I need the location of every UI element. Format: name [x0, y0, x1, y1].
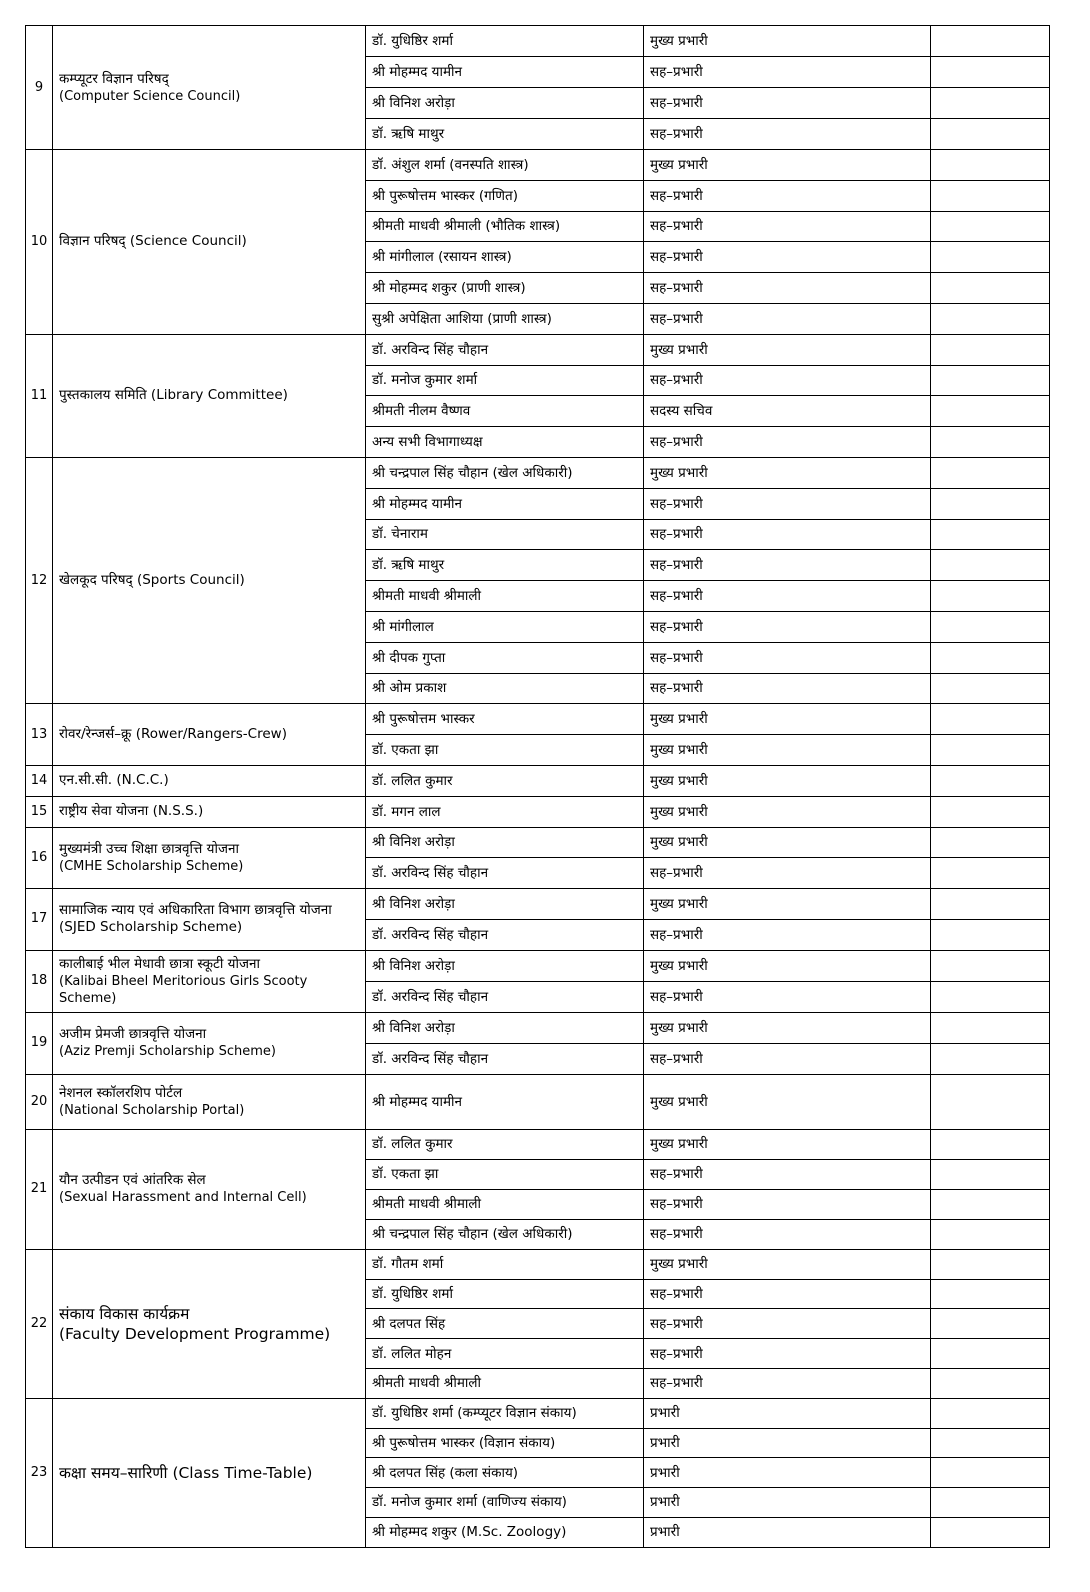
- remarks-cell: [931, 519, 1050, 550]
- member-name: श्री पुरूषोत्तम भास्कर: [366, 704, 644, 735]
- committee-name: यौन उत्पीडन एवं आंतरिक सेल: [59, 1172, 206, 1189]
- member-role: मुख्य प्रभारी: [644, 889, 931, 920]
- member-name: डॉ. ऋषि माथुर: [366, 119, 644, 150]
- remarks-cell: [931, 673, 1050, 704]
- remarks-cell: [931, 1189, 1050, 1219]
- remarks-cell: [931, 1129, 1050, 1159]
- member-role: सह–प्रभारी: [644, 273, 931, 304]
- remarks-cell: [931, 396, 1050, 427]
- committee-name-cell: [53, 796, 366, 827]
- committee-name: कम्प्यूटर विज्ञान परिषद्: [59, 70, 169, 87]
- member-name: डॉ. अरविन्द सिंह चौहान: [366, 858, 644, 889]
- remarks-cell: [931, 919, 1050, 950]
- remarks-cell: [931, 889, 1050, 920]
- member-name: श्री विनिश अरोड़ा: [366, 827, 644, 858]
- remarks-cell: [931, 642, 1050, 673]
- member-role: सह–प्रभारी: [644, 488, 931, 519]
- member-name: डॉ. युधिष्ठिर शर्मा (कम्प्यूटर विज्ञान संकाय): [366, 1398, 644, 1428]
- member-role: मुख्य प्रभारी: [644, 334, 931, 365]
- member-name: डॉ. अरविन्द सिंह चौहान: [366, 981, 644, 1012]
- remarks-cell: [931, 1517, 1050, 1547]
- member-role: सह–प्रभारी: [644, 858, 931, 889]
- member-role: प्रभारी: [644, 1517, 931, 1547]
- member-name: श्री पुरूषोत्तम भास्कर (गणित): [366, 180, 644, 211]
- member-name: श्रीमती माधवी श्रीमाली: [366, 581, 644, 612]
- member-role: मुख्य प्रभारी: [644, 765, 931, 796]
- committee-name-cell: [53, 1398, 366, 1547]
- member-role: सह–प्रभारी: [644, 427, 931, 458]
- table-row: [26, 26, 1050, 57]
- remarks-cell: [931, 1279, 1050, 1309]
- remarks-cell: [931, 365, 1050, 396]
- committee-english-name: (CMHE Scholarship Scheme): [59, 858, 244, 874]
- remarks-cell: [931, 1458, 1050, 1488]
- table-row: [26, 1249, 1050, 1279]
- member-role: सह–प्रभारी: [644, 119, 931, 150]
- member-name: श्री मांगीलाल (रसायन शास्त्र): [366, 242, 644, 273]
- member-name: डॉ. एकता झा: [366, 735, 644, 766]
- committee-name: पुस्तकालय समिति (Library Committee): [59, 387, 288, 404]
- committee-name-cell: [53, 704, 366, 766]
- remarks-cell: [931, 704, 1050, 735]
- remarks-cell: [931, 1249, 1050, 1279]
- committee-number: 10: [26, 150, 53, 335]
- member-name: श्री चन्द्रपाल सिंह चौहान (खेल अधिकारी): [366, 457, 644, 488]
- remarks-cell: [931, 1368, 1050, 1398]
- member-role: मुख्य प्रभारी: [644, 457, 931, 488]
- committee-english-name: (Sexual Harassment and Internal Cell): [59, 1190, 307, 1206]
- member-name: डॉ. युधिष्ठिर शर्मा: [366, 1279, 644, 1309]
- remarks-cell: [931, 1488, 1050, 1518]
- member-name: अन्य सभी विभागाध्यक्ष: [366, 427, 644, 458]
- remarks-cell: [931, 827, 1050, 858]
- remarks-cell: [931, 858, 1050, 889]
- remarks-cell: [931, 427, 1050, 458]
- remarks-cell: [931, 334, 1050, 365]
- member-role: प्रभारी: [644, 1428, 931, 1458]
- member-role: सह–प्रभारी: [644, 519, 931, 550]
- member-role: सह–प्रभारी: [644, 180, 931, 211]
- committee-english-name: (Aziz Premji Scholarship Scheme): [59, 1044, 276, 1060]
- member-name: डॉ. अरविन्द सिंह चौहान: [366, 334, 644, 365]
- committee-name: खेलकूद परिषद् (Sports Council): [59, 572, 245, 589]
- member-name: श्री दलपत सिंह: [366, 1309, 644, 1339]
- remarks-cell: [931, 303, 1050, 334]
- member-name: श्रीमती माधवी श्रीमाली: [366, 1368, 644, 1398]
- member-role: मुख्य प्रभारी: [644, 735, 931, 766]
- remarks-cell: [931, 550, 1050, 581]
- committee-name: संकाय विकास कार्यक्रम: [59, 1304, 190, 1323]
- member-name: श्री मोहम्मद यामीन: [366, 1074, 644, 1129]
- member-role: मुख्य प्रभारी: [644, 1249, 931, 1279]
- remarks-cell: [931, 1012, 1050, 1043]
- member-role: प्रभारी: [644, 1458, 931, 1488]
- member-role: सह–प्रभारी: [644, 1368, 931, 1398]
- member-name: श्री दीपक गुप्ता: [366, 642, 644, 673]
- member-name: श्रीमती माधवी श्रीमाली: [366, 1189, 644, 1219]
- member-name: डॉ. मगन लाल: [366, 796, 644, 827]
- member-name: श्री दलपत सिंह (कला संकाय): [366, 1458, 644, 1488]
- member-name: डॉ. मनोज कुमार शर्मा: [366, 365, 644, 396]
- remarks-cell: [931, 796, 1050, 827]
- remarks-cell: [931, 950, 1050, 981]
- committee-table-body: [26, 26, 1050, 1548]
- member-name: श्रीमती नीलम वैष्णव: [366, 396, 644, 427]
- committee-english-name: (Kalibai Bheel Meritorious Girls Scooty Scheme): [59, 973, 308, 1006]
- remarks-cell: [931, 1159, 1050, 1189]
- member-name: श्री मोहम्मद शकुर (प्राणी शास्त्र): [366, 273, 644, 304]
- remarks-cell: [931, 1043, 1050, 1074]
- committee-number: 13: [26, 704, 53, 766]
- committee-number: 21: [26, 1129, 53, 1249]
- table-row: [26, 796, 1050, 827]
- committee-name-cell: [53, 1074, 366, 1129]
- member-name: डॉ. मनोज कुमार शर्मा (वाणिज्य संकाय): [366, 1488, 644, 1518]
- remarks-cell: [931, 273, 1050, 304]
- committee-name-cell: [53, 150, 366, 335]
- table-row: [26, 1012, 1050, 1043]
- committee-name-cell: [53, 1012, 366, 1074]
- member-role: मुख्य प्रभारी: [644, 827, 931, 858]
- remarks-cell: [931, 1428, 1050, 1458]
- member-name: श्री विनिश अरोड़ा: [366, 1012, 644, 1043]
- member-role: मुख्य प्रभारी: [644, 950, 931, 981]
- committee-name: कालीबाई भील मेधावी छात्रा स्कूटी योजना: [59, 955, 260, 972]
- committee-name-cell: [53, 765, 366, 796]
- remarks-cell: [931, 1398, 1050, 1428]
- member-name: सुश्री अपेक्षिता आशिया (प्राणी शास्त्र): [366, 303, 644, 334]
- remarks-cell: [931, 611, 1050, 642]
- member-name: श्री पुरूषोत्तम भास्कर (विज्ञान संकाय): [366, 1428, 644, 1458]
- member-role: सह–प्रभारी: [644, 1043, 931, 1074]
- remarks-cell: [931, 581, 1050, 612]
- committee-number: 9: [26, 26, 53, 150]
- member-role: मुख्य प्रभारी: [644, 1074, 931, 1129]
- committee-name-cell: [53, 1129, 366, 1249]
- committee-english-name: (Computer Science Council): [59, 88, 241, 104]
- committee-name: विज्ञान परिषद् (Science Council): [59, 233, 247, 250]
- member-name: श्री मोहम्मद शकुर (M.Sc. Zoology): [366, 1517, 644, 1547]
- committee-name: रोवर/रेन्जर्स–क्रू (Rower/Rangers-Crew): [59, 726, 287, 743]
- committee-name-cell: [53, 26, 366, 150]
- committee-number: 14: [26, 765, 53, 796]
- member-name: डॉ. चेनाराम: [366, 519, 644, 550]
- member-name: श्री मांगीलाल: [366, 611, 644, 642]
- remarks-cell: [931, 1219, 1050, 1249]
- member-role: सह–प्रभारी: [644, 1339, 931, 1369]
- remarks-cell: [931, 488, 1050, 519]
- table-row: [26, 827, 1050, 858]
- committee-name-cell: [53, 1249, 366, 1398]
- member-role: सह–प्रभारी: [644, 242, 931, 273]
- committee-number: 12: [26, 457, 53, 703]
- committee-name: नेशनल स्कॉलरशिप पोर्टल: [59, 1084, 183, 1101]
- committee-number: 15: [26, 796, 53, 827]
- remarks-cell: [931, 1309, 1050, 1339]
- member-role: सह–प्रभारी: [644, 88, 931, 119]
- member-name: डॉ. ललित कुमार: [366, 1129, 644, 1159]
- remarks-cell: [931, 765, 1050, 796]
- member-role: सह–प्रभारी: [644, 211, 931, 242]
- member-name: श्री मोहम्मद यामीन: [366, 57, 644, 88]
- member-role: सह–प्रभारी: [644, 1309, 931, 1339]
- committee-number: 17: [26, 889, 53, 951]
- remarks-cell: [931, 981, 1050, 1012]
- member-name: श्रीमती माधवी श्रीमाली (भौतिक शास्त्र): [366, 211, 644, 242]
- table-row: [26, 334, 1050, 365]
- committee-number: 20: [26, 1074, 53, 1129]
- committee-name: अजीम प्रेमजी छात्रवृत्ति योजना: [59, 1026, 207, 1043]
- member-name: डॉ. अरविन्द सिंह चौहान: [366, 919, 644, 950]
- remarks-cell: [931, 457, 1050, 488]
- committee-number: 18: [26, 950, 53, 1012]
- committee-number: 19: [26, 1012, 53, 1074]
- member-role: प्रभारी: [644, 1398, 931, 1428]
- committee-number: 16: [26, 827, 53, 889]
- member-name: श्री चन्द्रपाल सिंह चौहान (खेल अधिकारी): [366, 1219, 644, 1249]
- committee-name: एन.सी.सी. (N.C.C.): [59, 772, 169, 789]
- member-name: डॉ. ऋषि माथुर: [366, 550, 644, 581]
- remarks-cell: [931, 26, 1050, 57]
- committee-name: कक्षा समय–सारिणी (Class Time-Table): [59, 1463, 313, 1482]
- member-name: श्री विनिश अरोड़ा: [366, 950, 644, 981]
- remarks-cell: [931, 119, 1050, 150]
- member-role: सदस्य सचिव: [644, 396, 931, 427]
- member-role: सह–प्रभारी: [644, 581, 931, 612]
- remarks-cell: [931, 57, 1050, 88]
- remarks-cell: [931, 1074, 1050, 1129]
- member-name: श्री विनिश अरोड़ा: [366, 88, 644, 119]
- member-role: मुख्य प्रभारी: [644, 796, 931, 827]
- remarks-cell: [931, 1339, 1050, 1369]
- member-role: मुख्य प्रभारी: [644, 26, 931, 57]
- table-row: [26, 1074, 1050, 1129]
- committee-name-cell: [53, 950, 366, 1012]
- committee-name: राष्ट्रीय सेवा योजना (N.S.S.): [59, 803, 204, 820]
- member-role: मुख्य प्रभारी: [644, 1129, 931, 1159]
- committee-number: 22: [26, 1249, 53, 1398]
- member-role: सह–प्रभारी: [644, 1279, 931, 1309]
- table-row: [26, 704, 1050, 735]
- committee-name-cell: [53, 889, 366, 951]
- committee-number: 23: [26, 1398, 53, 1547]
- table-row: [26, 150, 1050, 181]
- member-role: सह–प्रभारी: [644, 642, 931, 673]
- committee-english-name: (Faculty Development Programme): [59, 1324, 331, 1343]
- remarks-cell: [931, 735, 1050, 766]
- member-role: मुख्य प्रभारी: [644, 704, 931, 735]
- member-role: सह–प्रभारी: [644, 981, 931, 1012]
- committee-name: मुख्यमंत्री उच्च शिक्षा छात्रवृत्ति योजना: [59, 840, 239, 857]
- member-role: सह–प्रभारी: [644, 365, 931, 396]
- member-role: मुख्य प्रभारी: [644, 150, 931, 181]
- member-name: श्री विनिश अरोड़ा: [366, 889, 644, 920]
- table-row: [26, 1398, 1050, 1428]
- member-name: डॉ. गौतम शर्मा: [366, 1249, 644, 1279]
- remarks-cell: [931, 211, 1050, 242]
- member-role: सह–प्रभारी: [644, 1159, 931, 1189]
- member-name: डॉ. अरविन्द सिंह चौहान: [366, 1043, 644, 1074]
- table-row: [26, 950, 1050, 981]
- remarks-cell: [931, 180, 1050, 211]
- committee-name-cell: [53, 457, 366, 703]
- member-role: सह–प्रभारी: [644, 57, 931, 88]
- table-row: [26, 457, 1050, 488]
- table-row: [26, 765, 1050, 796]
- table-row: [26, 1129, 1050, 1159]
- member-role: प्रभारी: [644, 1488, 931, 1518]
- committee-table: [25, 25, 1050, 1548]
- member-name: श्री मोहम्मद यामीन: [366, 488, 644, 519]
- member-name: डॉ. ललित कुमार: [366, 765, 644, 796]
- committee-name: सामाजिक न्याय एवं अधिकारिता विभाग छात्रवृत्ति योजना (SJED Scholarship Scheme): [59, 902, 332, 936]
- member-role: सह–प्रभारी: [644, 1189, 931, 1219]
- member-role: सह–प्रभारी: [644, 919, 931, 950]
- member-name: डॉ. एकता झा: [366, 1159, 644, 1189]
- member-role: सह–प्रभारी: [644, 1219, 931, 1249]
- member-name: डॉ. ललित मोहन: [366, 1339, 644, 1369]
- remarks-cell: [931, 242, 1050, 273]
- member-role: मुख्य प्रभारी: [644, 1012, 931, 1043]
- member-role: सह–प्रभारी: [644, 611, 931, 642]
- committee-name-cell: [53, 827, 366, 889]
- member-role: सह–प्रभारी: [644, 303, 931, 334]
- member-role: सह–प्रभारी: [644, 673, 931, 704]
- remarks-cell: [931, 150, 1050, 181]
- committee-english-name: (National Scholarship Portal): [59, 1102, 245, 1118]
- table-row: [26, 889, 1050, 920]
- member-name: डॉ. युधिष्ठिर शर्मा: [366, 26, 644, 57]
- member-name: डॉ. अंशुल शर्मा (वनस्पति शास्त्र): [366, 150, 644, 181]
- remarks-cell: [931, 88, 1050, 119]
- committee-number: 11: [26, 334, 53, 457]
- member-role: सह–प्रभारी: [644, 550, 931, 581]
- committee-name-cell: [53, 334, 366, 457]
- member-name: श्री ओम प्रकाश: [366, 673, 644, 704]
